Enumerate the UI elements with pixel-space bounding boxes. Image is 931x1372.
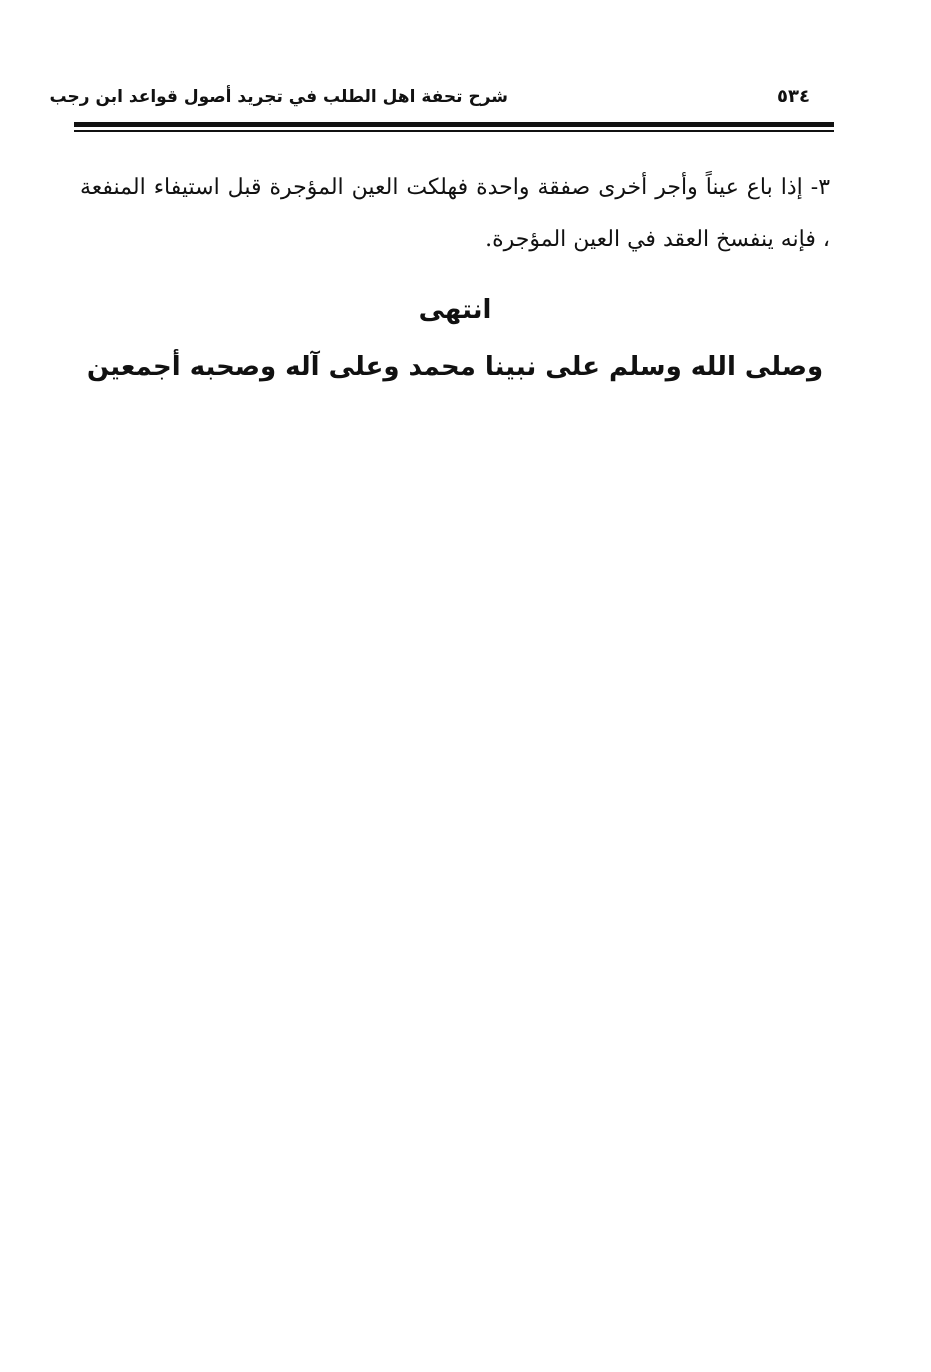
closing-blessing: وصلى الله وسلم على نبينا محمد وعلى آله وصحبه أجمعين [86,352,824,382]
running-header [49,84,834,110]
header-rule-thin [74,130,834,132]
page-number: ٥٣٤ [777,86,810,107]
end-word: انتهى [418,295,492,325]
header-book-title: شرح تحفة اهل الطلب في تجريد أصول قواعد ابن رجب [49,87,508,107]
header-rule-thick [74,122,834,127]
body-paragraph: ٣- إذا باع عيناً وأجر أخرى صفقة واحدة فهلكت العين المؤجرة قبل استيفاء المنفعة ، فإنه ينفسخ العقد في العين المؤجرة. [80,175,831,252]
